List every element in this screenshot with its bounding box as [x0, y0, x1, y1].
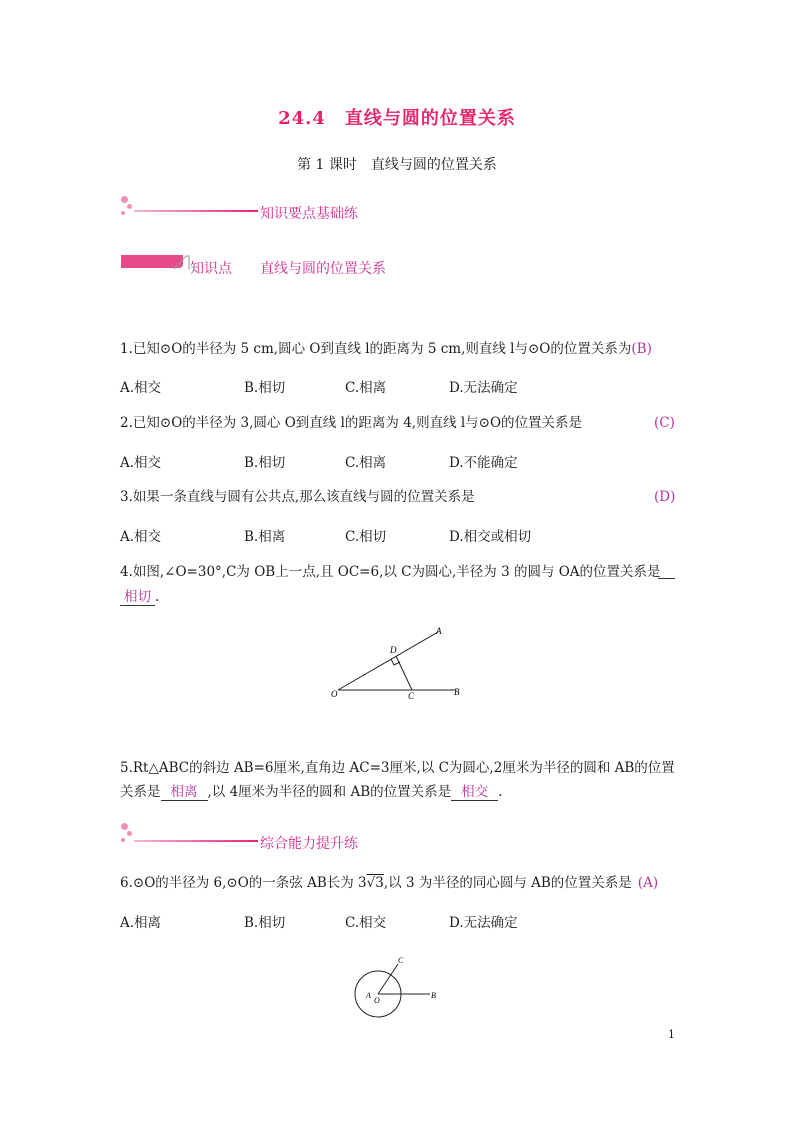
decor-dot — [121, 838, 125, 842]
decor-dot — [121, 823, 128, 830]
decor-dot — [127, 204, 132, 209]
lesson-subtitle: 第 1 课时 直线与圆的位置关系 — [297, 157, 497, 173]
answer-blank: 相离 — [161, 784, 208, 801]
page-title: 24.4 直线与圆的位置关系 — [278, 108, 516, 129]
question-text: 1.已知⊙O的半径为 5 cm,圆心 O到直线 l的距离为 5 cm,则直线 l与⊙O的位置关系为 — [120, 341, 632, 357]
option-d: D.无法确定 — [449, 915, 518, 931]
option-a: A.相交 — [120, 455, 162, 471]
answer-blank: 相切 — [120, 589, 155, 606]
question-5-line2: 关系是 相离 ,以 4厘米为半径的圆和 AB的位置关系是 相交 . — [120, 784, 503, 800]
question-4: 4.如图,∠O=30°,C为 OB上一点,且 OC=6,以 C为圆心,半径为 3 的圆与 OA的位置关系是 — [120, 564, 661, 580]
label-c: C — [398, 956, 404, 965]
option-a: A.相离 — [120, 915, 162, 931]
decor-dot — [121, 211, 125, 215]
question-4-answer-line: 相切 . — [120, 587, 159, 607]
section-label: 综合能力提升练 — [260, 836, 358, 852]
option-b: B.相切 — [244, 915, 286, 931]
answer-blank: 相交 — [451, 784, 498, 801]
question-5: 5.Rt△ABC的斜边 AB=6厘米,直角边 AC=3厘米,以 C为圆心,2厘米为半径的圆和 AB的位置 — [120, 760, 675, 776]
label-d: D — [390, 645, 397, 655]
label-c: C — [408, 691, 415, 700]
label-o: O — [331, 689, 338, 699]
section-line — [134, 210, 258, 212]
blank-line — [658, 578, 675, 579]
question-3: 3.如果一条直线与圆有公共点,那么该直线与圆的位置关系是 — [120, 489, 475, 505]
option-d: D.无法确定 — [449, 380, 518, 396]
option-c: C.相离 — [345, 455, 387, 471]
option-c: C.相切 — [345, 529, 387, 545]
section-label: 知识要点基础练 — [260, 206, 358, 222]
label-b: B — [454, 687, 460, 697]
question-1 — [120, 339, 652, 359]
option-a: A.相交 — [120, 380, 162, 396]
decor-dot — [121, 196, 128, 203]
answer: (C) — [654, 415, 675, 431]
label-b: B — [431, 991, 436, 1000]
answer: (D) — [654, 489, 676, 505]
decor-dot — [127, 831, 132, 836]
option-c: C.相交 — [345, 915, 387, 931]
label-o: O — [374, 996, 380, 1005]
question-6: 6.⊙O的半径为 6,⊙O的一条弦 AB长为 3√3,以 3 为半径的同心圆与 AB的位置关系是 (A) — [120, 875, 659, 891]
section-line — [134, 840, 258, 842]
option-d: D.不能确定 — [449, 455, 518, 471]
page-number: 1 — [668, 1028, 675, 1041]
figure-angle — [328, 622, 468, 700]
knowledge-point-corner — [170, 254, 190, 272]
label-a: A — [366, 991, 371, 1000]
answer: (B) — [631, 341, 652, 357]
option-b: B.相切 — [244, 455, 286, 471]
option-b: B.相切 — [244, 380, 286, 396]
figure-circle — [348, 952, 448, 1024]
option-b: B.相离 — [244, 529, 286, 545]
label-a: A — [436, 626, 442, 636]
option-a: A.相交 — [120, 529, 162, 545]
question-2: 2.已知⊙O的半径为 3,圆心 O到直线 l的距离为 4,则直线 l与⊙O的位置关系是 — [120, 415, 583, 431]
answer: (A) — [637, 875, 659, 891]
option-d: D.相交或相切 — [449, 529, 532, 545]
knowledge-point-label: 知识点 直线与圆的位置关系 — [190, 261, 386, 277]
option-c: C.相离 — [345, 380, 387, 396]
